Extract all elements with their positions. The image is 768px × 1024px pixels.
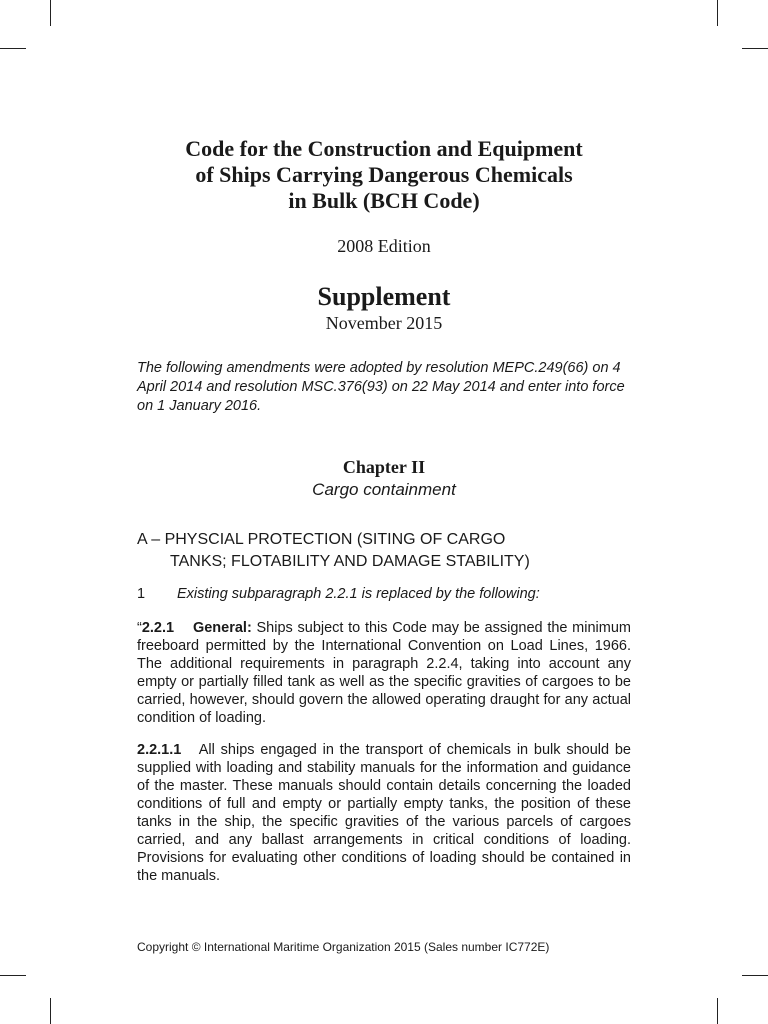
paragraph-lead: General: [192, 620, 252, 636]
paragraph-2-2-1 [137, 619, 631, 727]
edition-label: 2008 Edition [337, 236, 431, 256]
intro-paragraph: The following amendments were adopted by resolution MEPC.249(66) on 4 April 2014 and resolution MSC.376(93) on 22 May 2014 and enter into force on 1 January 2016. [137, 360, 625, 414]
crop-mark-bottom-left-vertical [50, 998, 51, 1024]
quote-mark: “ [137, 620, 142, 636]
section-heading-line-1: A – PHYSCIAL PROTECTION (SITING OF CARGO [137, 531, 506, 548]
chapter-subtitle: Cargo containment [312, 480, 456, 499]
amendment-text: Existing subparagraph 2.2.1 is replaced by the following: [177, 586, 540, 602]
title-line-1: Code for the Construction and Equipment [185, 136, 583, 161]
crop-mark-bottom-left-horizontal [0, 975, 26, 976]
document-title [137, 136, 631, 214]
amendment-number: 1 [137, 586, 146, 602]
crop-mark-bottom-right-horizontal [742, 975, 768, 976]
amendment-item [137, 586, 631, 602]
paragraph-text: All ships engaged in the transport of chemicals in bulk should be supplied with loading and stability manuals for the information and guidance of the master. These manuals should contain details concerning the loaded conditions of full and empty or partially empty tanks, the position of these tanks in the ship, the specific gravities of the various parcels of cargoes carried, and any ballast arrangements in critical conditions of loading. Provisions for evaluating other conditions of loading should be contained in the manuals. [137, 742, 631, 884]
paragraph-label: 2.2.1 [141, 620, 175, 636]
paragraph-label: 2.2.1.1 [137, 742, 182, 758]
crop-mark-top-right-vertical [717, 0, 718, 26]
section-heading [137, 529, 631, 573]
crop-mark-top-right-horizontal [742, 48, 768, 49]
crop-mark-top-left-horizontal [0, 48, 26, 49]
crop-mark-bottom-right-vertical [717, 998, 718, 1024]
title-line-3: in Bulk (BCH Code) [288, 188, 480, 213]
title-line-2: of Ships Carrying Dangerous Chemicals [195, 162, 573, 187]
supplement-date: November 2015 [325, 313, 443, 333]
chapter-number: Chapter II [342, 457, 426, 477]
paragraph-2-2-1-1 [137, 741, 631, 885]
paragraph-text: Ships subject to this Code may be assigned the minimum freeboard permitted by the International Convention on Load Lines, 1966. The additional requirements in paragraph 2.2.4, taking into account any empty or partially filled tank as well as the specific gravities of cargoes to be carried, however, should govern the allowed operating draught for any actual condition of loading. [137, 620, 631, 726]
section-heading-line-2: TANKS; FLOTABILITY AND DAMAGE STABILITY) [170, 553, 530, 570]
crop-mark-top-left-vertical [50, 0, 51, 26]
copyright-notice: Copyright © International Maritime Organization 2015 (Sales number IC772E) [137, 940, 550, 954]
supplement-title: Supplement [317, 282, 451, 311]
